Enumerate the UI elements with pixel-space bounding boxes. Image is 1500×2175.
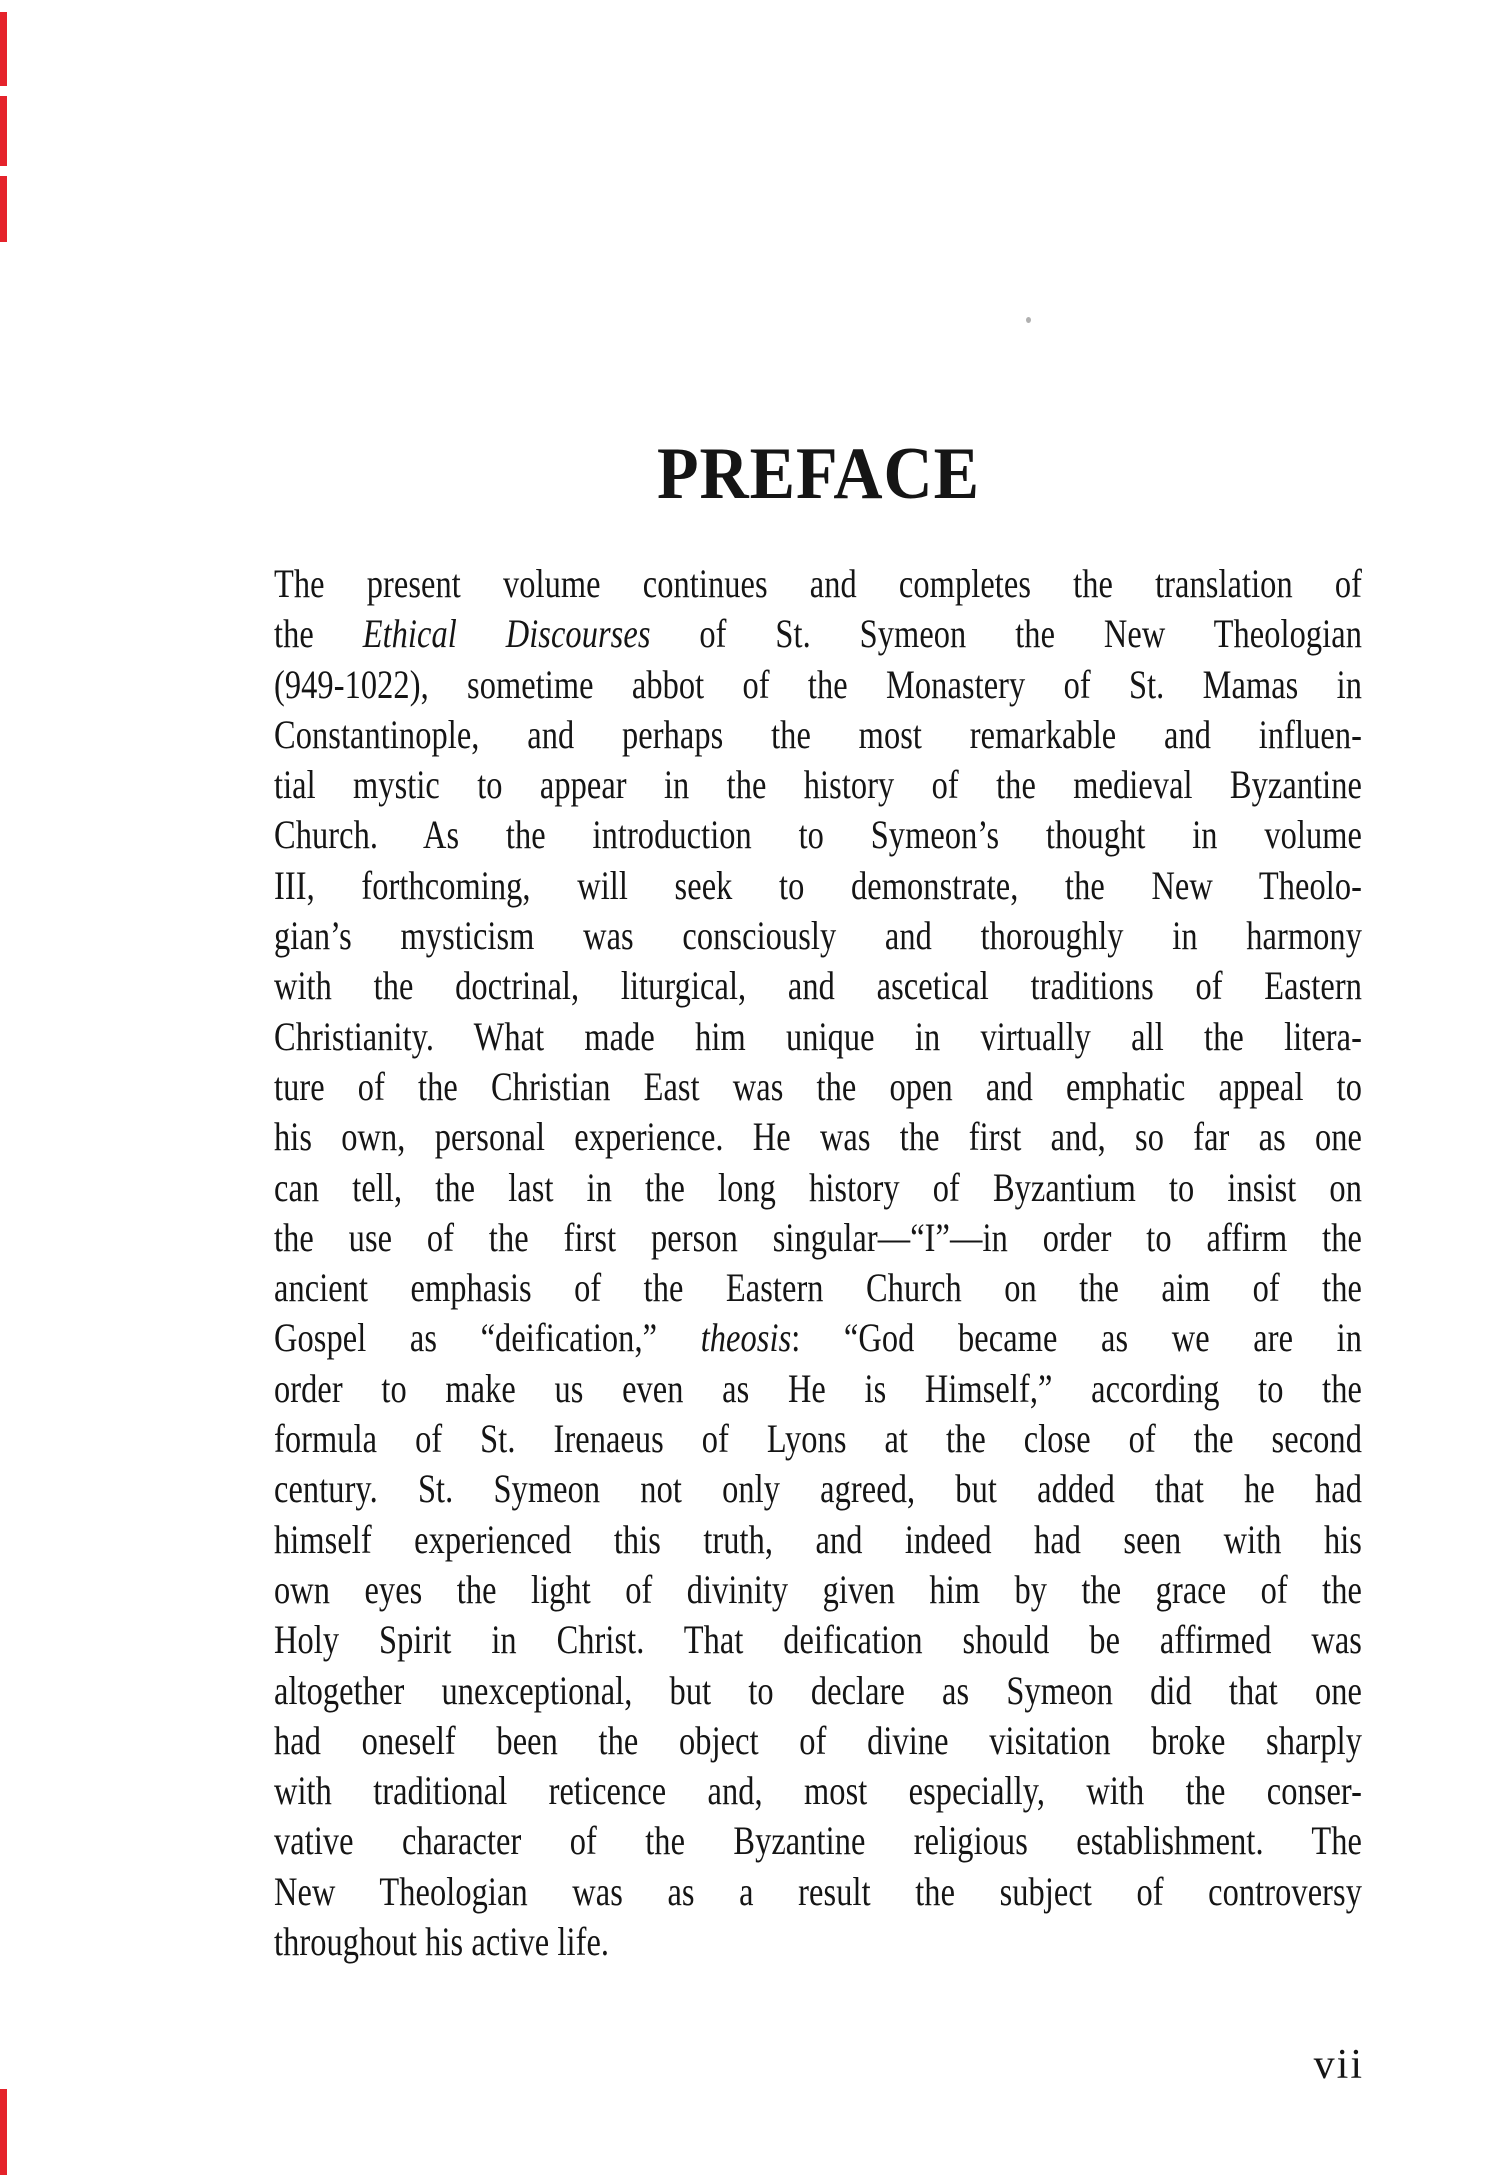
paragraph-line: formula of St. Irenaeus of Lyons at the close of the second (274, 1416, 1362, 1462)
paragraph-line: with traditional reticence and, most especially, with the conser- (274, 1768, 1362, 1814)
paragraph-line: Holy Spirit in Christ. That deification should be affirmed was (274, 1617, 1362, 1663)
paragraph-line: had oneself been the object of divine visitation broke sharply (274, 1717, 1362, 1763)
paragraph-line: gian’s mysticism was consciously and thoroughly in harmony (274, 913, 1362, 959)
paragraph-line: ancient emphasis of the Eastern Church on the aim of the (274, 1265, 1362, 1311)
paragraph-line: his own, personal experience. He was the first and, so far as one (274, 1114, 1362, 1160)
paragraph-line (274, 1313, 1362, 1363)
paragraph-line: century. St. Symeon not only agreed, but added that he had (274, 1466, 1362, 1512)
italic-term-theosis: theosis (700, 1315, 792, 1361)
paragraph-line: The present volume continues and completes the translation of (274, 561, 1362, 606)
scan-edge-mark (0, 176, 7, 242)
page-title: PREFACE (656, 433, 980, 515)
paragraph-line: New Theologian was as a result the subject of controversy (274, 1868, 1362, 1914)
line-text: of St. Symeon the New Theologian (650, 611, 1362, 657)
scan-edge-mark (0, 96, 7, 166)
paragraph-line: own eyes the light of divinity given him by the grace of the (274, 1566, 1362, 1612)
paragraph-line: himself experienced this truth, and indeed had seen with his (274, 1516, 1362, 1562)
scan-edge-mark (0, 12, 7, 86)
paragraph-line: order to make us even as He is Himself,” according to the (274, 1365, 1362, 1411)
paragraph-line: III, forthcoming, will seek to demonstrate, the New Theolo- (274, 862, 1362, 908)
italic-book-title: Ethical Discourses (362, 611, 651, 657)
paragraph-line: (949-1022), sometime abbot of the Monastery of St. Mamas in (274, 661, 1362, 707)
paragraph-line: tial mystic to appear in the history of the medieval Byzantine (274, 762, 1362, 808)
paragraph-line: vative character of the Byzantine religious establishment. The (274, 1818, 1362, 1864)
paragraph-line: with the doctrinal, liturgical, and ascetical traditions of Eastern (274, 963, 1362, 1009)
paragraph-line (274, 609, 1362, 659)
line-text: : “God became as we are in (791, 1315, 1362, 1361)
page-title-container (274, 433, 1362, 515)
page-number: vii (1313, 2042, 1364, 2088)
scan-edge-mark (0, 2089, 7, 2175)
paragraph-line: Constantinople, and perhaps the most remarkable and influen- (274, 711, 1362, 757)
paragraph-line: the use of the first person singular—“I”—in order to affirm the (274, 1214, 1362, 1260)
paragraph-line: Christianity. What made him unique in virtually all the litera- (274, 1013, 1362, 1059)
preface-paragraph (274, 559, 1362, 1967)
paragraph-line: throughout his active life. (274, 1919, 610, 1965)
paragraph-line: Church. As the introduction to Symeon’s thought in volume (274, 812, 1362, 858)
paragraph-line: altogether unexceptional, but to declare as Symeon did that one (274, 1667, 1362, 1713)
paragraph-line: ture of the Christian East was the open and emphatic appeal to (274, 1063, 1362, 1109)
line-text: the (274, 611, 363, 657)
paragraph-line: can tell, the last in the long history of Byzantium to insist on (274, 1164, 1362, 1210)
scan-speck (1026, 317, 1031, 323)
line-text: Gospel as “deification,” (274, 1315, 701, 1361)
